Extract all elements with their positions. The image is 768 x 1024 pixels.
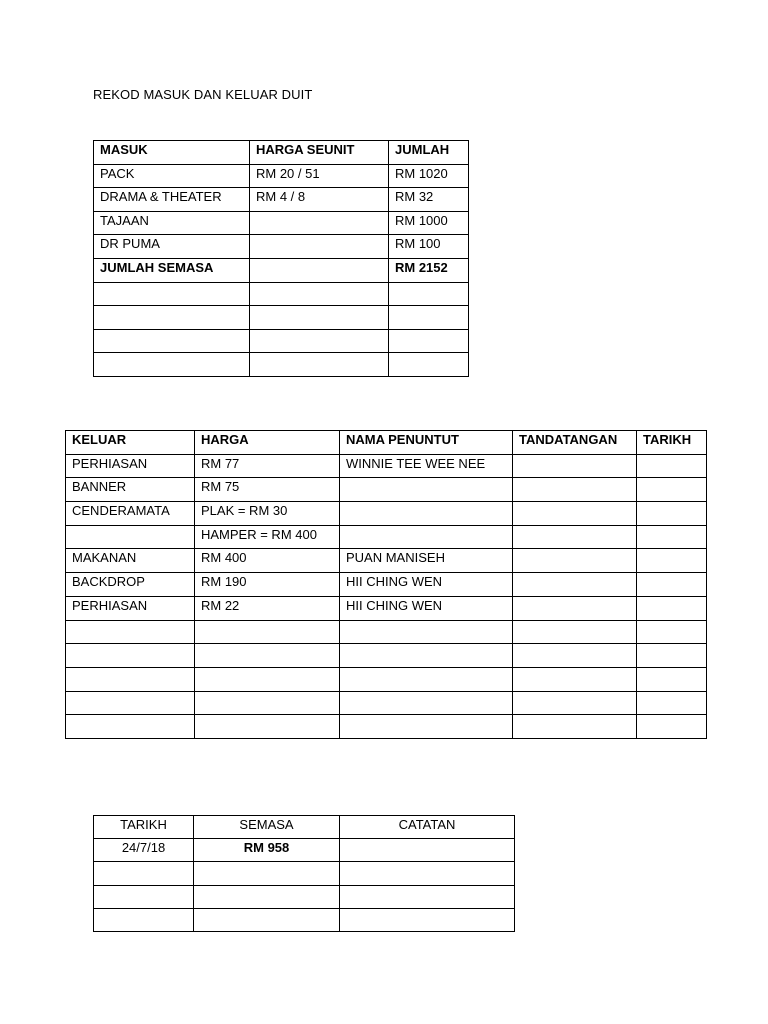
masuk-cell [250, 211, 389, 235]
table-row [66, 549, 707, 573]
keluar-cell [513, 549, 637, 573]
masuk-header-cell: MASUK [94, 141, 250, 165]
page-title: REKOD MASUK DAN KELUAR DUIT [93, 87, 313, 102]
masuk-total-label: JUMLAH SEMASA [94, 258, 250, 282]
keluar-cell: RM 75 [195, 478, 340, 502]
keluar-cell: CENDERAMATA [66, 502, 195, 526]
keluar-cell [513, 573, 637, 597]
keluar-cell [66, 667, 195, 691]
tarikh-cell [194, 862, 340, 885]
masuk-cell [389, 329, 469, 353]
keluar-cell: PUAN MANISEH [340, 549, 513, 573]
table-row [94, 235, 469, 259]
masuk-table [93, 140, 469, 377]
keluar-cell [340, 525, 513, 549]
tarikh-cell [194, 908, 340, 931]
masuk-cell: DRAMA & THEATER [94, 188, 250, 212]
table-row [66, 478, 707, 502]
table-row [66, 644, 707, 668]
keluar-cell: HII CHING WEN [340, 596, 513, 620]
keluar-header-cell: HARGA [195, 431, 340, 455]
keluar-cell [195, 691, 340, 715]
masuk-header-cell: JUMLAH [389, 141, 469, 165]
masuk-cell [250, 329, 389, 353]
keluar-cell [637, 502, 707, 526]
table-row [66, 691, 707, 715]
keluar-cell [340, 620, 513, 644]
tarikh-cell [194, 885, 340, 908]
table-row [94, 211, 469, 235]
keluar-cell [513, 596, 637, 620]
keluar-cell: HII CHING WEN [340, 573, 513, 597]
keluar-cell: PERHIASAN [66, 596, 195, 620]
table-row [94, 306, 469, 330]
table-row [66, 454, 707, 478]
keluar-cell [513, 667, 637, 691]
masuk-cell [250, 258, 389, 282]
keluar-cell [513, 525, 637, 549]
keluar-header-cell: NAMA PENUNTUT [340, 431, 513, 455]
masuk-cell: RM 4 / 8 [250, 188, 389, 212]
keluar-cell [66, 525, 195, 549]
keluar-cell [513, 502, 637, 526]
keluar-cell [637, 549, 707, 573]
keluar-cell: MAKANAN [66, 549, 195, 573]
keluar-cell [513, 620, 637, 644]
keluar-cell: HAMPER = RM 400 [195, 525, 340, 549]
keluar-cell: BANNER [66, 478, 195, 502]
table-row [94, 839, 515, 862]
masuk-header-cell: HARGA SEUNIT [250, 141, 389, 165]
keluar-cell [637, 525, 707, 549]
table-row [94, 188, 469, 212]
table-row [94, 282, 469, 306]
keluar-cell [637, 667, 707, 691]
keluar-cell [513, 691, 637, 715]
keluar-cell [66, 715, 195, 739]
masuk-cell [389, 306, 469, 330]
tarikh-date-cell: 24/7/18 [94, 839, 194, 862]
table-row [94, 885, 515, 908]
table-row [66, 573, 707, 597]
keluar-cell: RM 400 [195, 549, 340, 573]
table-row [66, 715, 707, 739]
table-row [66, 620, 707, 644]
tarikh-cell [94, 862, 194, 885]
keluar-cell [513, 454, 637, 478]
table-row [66, 596, 707, 620]
tarikh-cell [340, 908, 515, 931]
keluar-cell [66, 691, 195, 715]
keluar-cell [195, 620, 340, 644]
table-row [94, 329, 469, 353]
keluar-cell [340, 715, 513, 739]
masuk-cell [94, 306, 250, 330]
masuk-cell: PACK [94, 164, 250, 188]
table-row [94, 353, 469, 377]
keluar-cell [340, 667, 513, 691]
tarikh-header-row [94, 816, 515, 839]
tarikh-cell [94, 885, 194, 908]
masuk-cell: RM 1020 [389, 164, 469, 188]
keluar-cell [637, 715, 707, 739]
keluar-header-cell: TANDATANGAN [513, 431, 637, 455]
tarikh-header-cell: CATATAN [340, 816, 515, 839]
tarikh-semasa-cell: RM 958 [194, 839, 340, 862]
tarikh-cell [340, 862, 515, 885]
masuk-cell [94, 329, 250, 353]
keluar-cell: RM 77 [195, 454, 340, 478]
keluar-cell [513, 715, 637, 739]
keluar-cell [637, 644, 707, 668]
masuk-cell: RM 1000 [389, 211, 469, 235]
tarikh-table [93, 815, 515, 932]
keluar-cell [513, 478, 637, 502]
keluar-cell: RM 190 [195, 573, 340, 597]
keluar-cell [66, 620, 195, 644]
tarikh-cell [340, 885, 515, 908]
keluar-cell [195, 667, 340, 691]
keluar-cell [340, 478, 513, 502]
keluar-cell [637, 596, 707, 620]
keluar-cell [637, 478, 707, 502]
masuk-cell [94, 282, 250, 306]
keluar-cell: WINNIE TEE WEE NEE [340, 454, 513, 478]
keluar-header-cell: TARIKH [637, 431, 707, 455]
keluar-cell [195, 715, 340, 739]
masuk-cell: RM 32 [389, 188, 469, 212]
keluar-cell [513, 644, 637, 668]
keluar-table [65, 430, 707, 739]
masuk-cell [250, 235, 389, 259]
masuk-cell [250, 353, 389, 377]
masuk-cell [94, 353, 250, 377]
masuk-total-value: RM 2152 [389, 258, 469, 282]
masuk-cell: DR PUMA [94, 235, 250, 259]
tarikh-catatan-cell [340, 839, 515, 862]
tarikh-header-cell: TARIKH [94, 816, 194, 839]
masuk-cell: TAJAAN [94, 211, 250, 235]
masuk-cell [250, 306, 389, 330]
keluar-header-row [66, 431, 707, 455]
keluar-cell [66, 644, 195, 668]
table-row [66, 667, 707, 691]
masuk-cell [250, 282, 389, 306]
masuk-header-row [94, 141, 469, 165]
table-row [66, 525, 707, 549]
keluar-cell: RM 22 [195, 596, 340, 620]
masuk-cell: RM 20 / 51 [250, 164, 389, 188]
tarikh-cell [94, 908, 194, 931]
table-row [94, 908, 515, 931]
keluar-cell [637, 691, 707, 715]
keluar-cell [340, 502, 513, 526]
keluar-cell [195, 644, 340, 668]
masuk-cell: RM 100 [389, 235, 469, 259]
keluar-cell [637, 620, 707, 644]
keluar-cell [637, 454, 707, 478]
table-row [94, 164, 469, 188]
keluar-cell: BACKDROP [66, 573, 195, 597]
keluar-cell [340, 691, 513, 715]
keluar-cell: PLAK = RM 30 [195, 502, 340, 526]
keluar-cell [340, 644, 513, 668]
table-row [66, 502, 707, 526]
masuk-cell [389, 353, 469, 377]
masuk-total-row [94, 258, 469, 282]
masuk-cell [389, 282, 469, 306]
tarikh-header-cell: SEMASA [194, 816, 340, 839]
keluar-cell [637, 573, 707, 597]
keluar-cell: PERHIASAN [66, 454, 195, 478]
keluar-header-cell: KELUAR [66, 431, 195, 455]
table-row [94, 862, 515, 885]
